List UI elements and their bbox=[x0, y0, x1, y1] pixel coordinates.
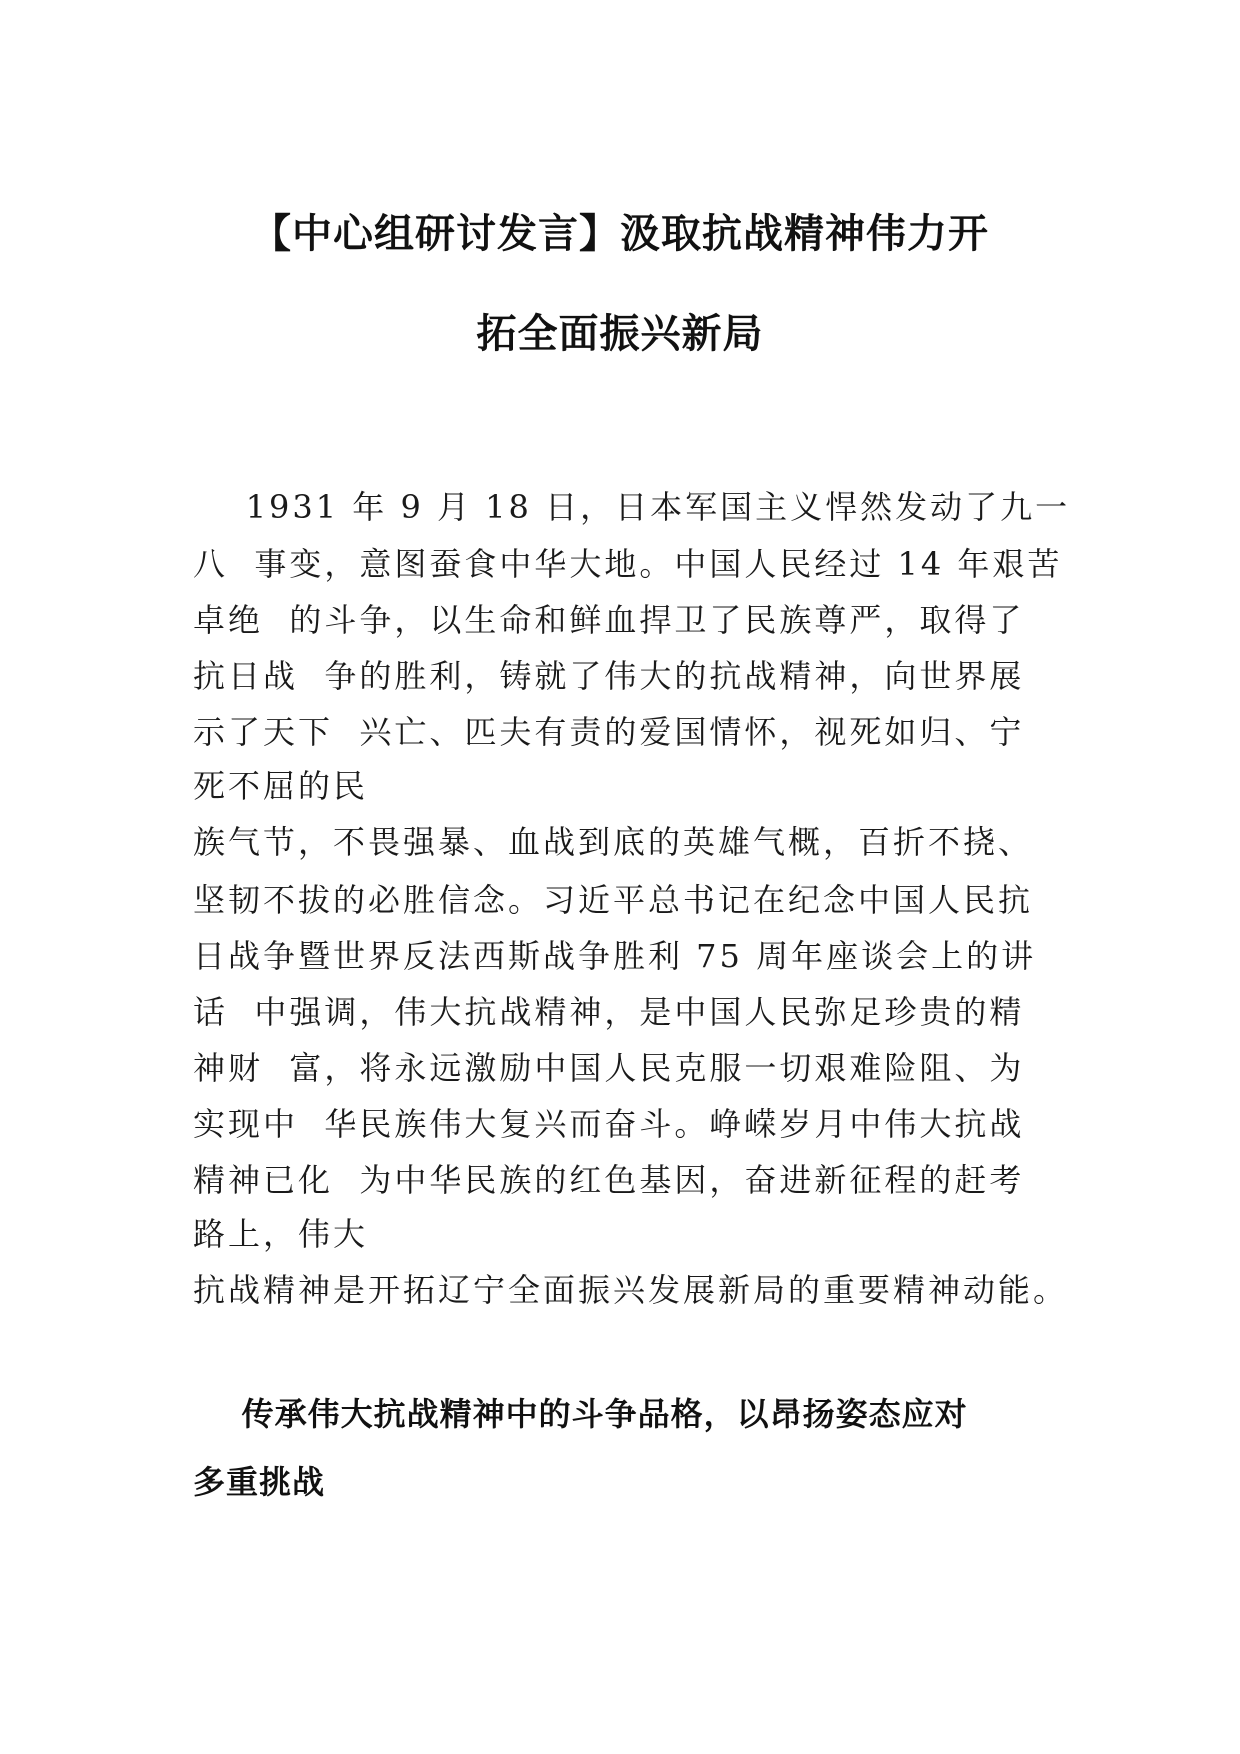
paragraph-line: 日战争暨世界反法西斯战争胜利 75 周年座谈会上的讲 bbox=[193, 937, 1037, 975]
paragraph-line: 话 中强调，伟大抗战精神，是中国人民弥足珍贵的精 bbox=[193, 993, 1025, 1031]
document-title-line-2: 拓全面振兴新局 bbox=[476, 311, 764, 357]
paragraph-line: 抗日战 争的胜利，铸就了伟大的抗战精神，向世界展 bbox=[193, 657, 1025, 695]
paragraph-line: 精神已化 为中华民族的红色基因，奋进新征程的赶考 bbox=[193, 1161, 1025, 1199]
paragraph-line: 路上，伟大 bbox=[193, 1215, 369, 1253]
document-title-line-1: 【中心组研讨发言】汲取抗战精神伟力开 bbox=[251, 211, 989, 257]
section-heading-line-1: 传承伟大抗战精神中的斗争品格，以昂扬姿态应对 bbox=[193, 1395, 968, 1433]
paragraph-line: 坚韧不拔的必胜信念。习近平总书记在纪念中国人民抗 bbox=[193, 881, 1034, 919]
paragraph-line: 死不屈的民 bbox=[193, 767, 369, 805]
paragraph-line: 八 事变，意图蚕食中华大地。中国人民经过 14 年艰苦 bbox=[193, 545, 1063, 583]
paragraph-line: 示了天下 兴亡、匹夫有责的爱国情怀，视死如归、宁 bbox=[193, 713, 1025, 751]
paragraph-line: 卓绝 的斗争，以生命和鲜血捍卫了民族尊严，取得了 bbox=[193, 601, 1025, 639]
paragraph-line: 族气节，不畏强暴、血战到底的英雄气概，百折不挠、 bbox=[193, 823, 1034, 861]
paragraph-line: 抗战精神是开拓辽宁全面振兴发展新局的重要精神动能。 bbox=[193, 1271, 1069, 1309]
paragraph-line: 1931 年 9 月 18 日，日本军国主义悍然发动了九一 bbox=[193, 488, 1071, 526]
paragraph-line: 实现中 华民族伟大复兴而奋斗。峥嵘岁月中伟大抗战 bbox=[193, 1105, 1025, 1143]
paragraph-line: 神财 富，将永远激励中国人民克服一切艰难险阻、为 bbox=[193, 1049, 1025, 1087]
section-heading-line-2: 多重挑战 bbox=[193, 1463, 326, 1501]
